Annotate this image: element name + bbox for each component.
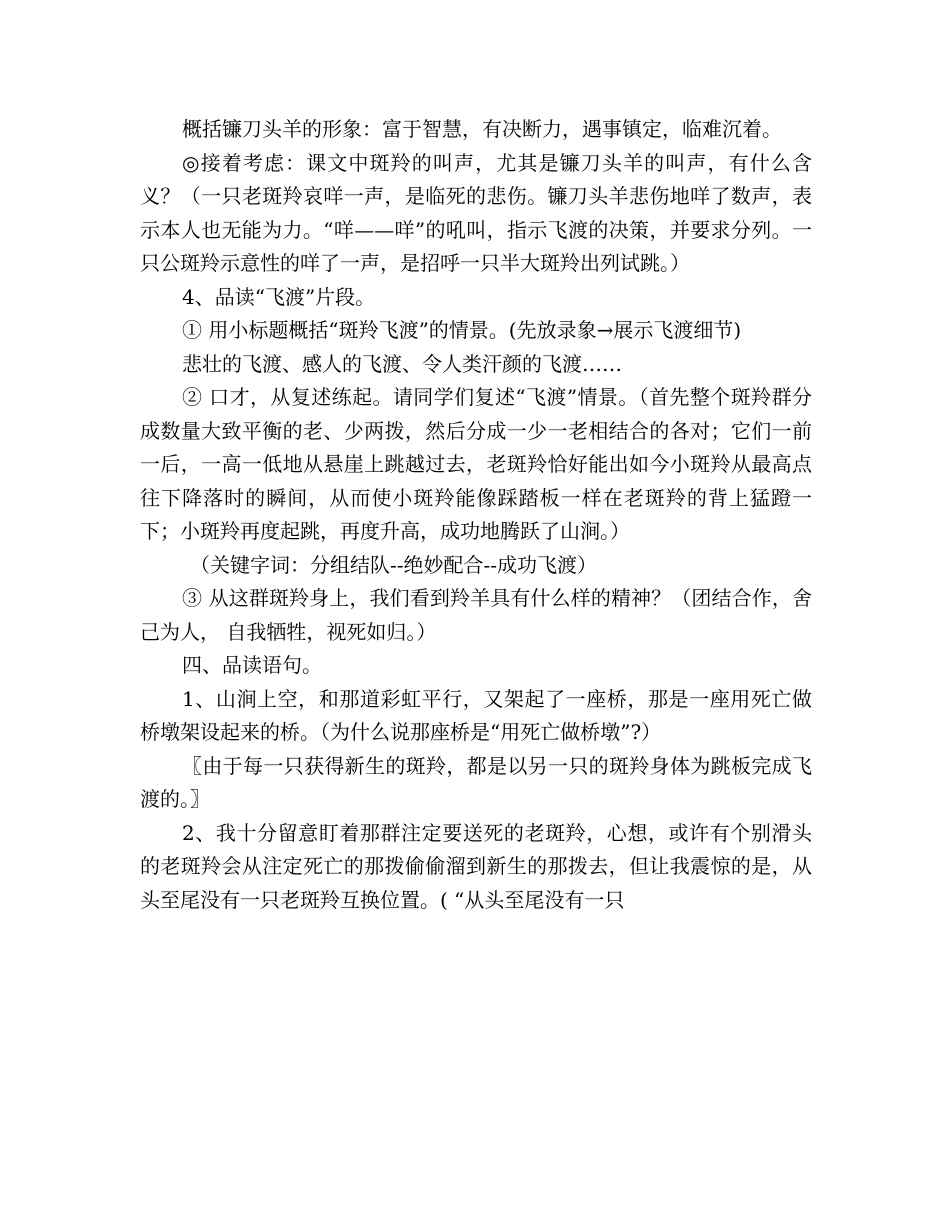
paragraph-section-4: 4、品读“飞渡”片段。 [182, 284, 376, 309]
paragraph-titles: 悲壮的飞渡、感人的飞渡、令人类汗颜的飞渡…… [182, 351, 622, 376]
paragraph-summary: 概括镰刀头羊的形象：富于智慧，有决断力，遇事镇定，临难沉着。 [182, 117, 782, 141]
paragraph-item-1: ① 用小标题概括“斑羚飞渡”的情景。(先放录象→展示飞渡细节) [182, 318, 742, 342]
paragraph-sentence-2: 2、我十分留意盯着那群注定要送死的老斑羚，心想，或许有个别滑头的老斑羚会从注定死亡的那拨偷偷溜到新生的那拨去，但让我震惊的是，从头至尾没有一只老斑羚互换位置。( “从头至尾没有一只 [140, 820, 812, 912]
paragraph-answer-1: 〖由于每一只获得新生的斑羚，都是以另一只的斑羚身体为跳板完成飞渡的。〗 [140, 753, 812, 811]
paragraph-item-3: ③ 从这群斑羚身上，我们看到羚羊具有什么样的精神？（团结合作，舍己为人， 自我牺牲，视死如归。） [140, 586, 812, 644]
document-body [140, 113, 812, 917]
paragraph-item-2: ② 口才，从复述练起。请同学们复述“飞渡”情景。（首先整个斑羚群分成数量大致平衡的老、少两拨，然后分成一少一老相结合的各对；它们一前一后，一高一低地从悬崖上跳越过去，老斑羚恰好能出如今小斑羚从最高点往下降落时的瞬间，从而使小斑羚能像踩踏板一样在老斑羚的背上猛蹬一下；小斑羚再度起跳，再度升高，成功地腾跃了山涧。） [140, 385, 812, 543]
paragraph-question-calls: ◎接着考虑：课文中斑羚的叫声，尤其是镰刀头羊的叫声，有什么含义？（一只老斑羚哀咩一声，是临死的悲伤。镰刀头羊悲伤地咩了数声，表示本人也无能为力。“咩——咩”的吼叫，指示飞渡的决策，并要求分列。一只公斑羚示意性的咩了一声，是招呼一只半大斑羚出列试跳。） [140, 150, 812, 275]
paragraph-keywords: （关键字词：分组结队--绝妙配合--成功飞渡） [190, 552, 598, 577]
heading-section-four: 四、品读语句。 [182, 653, 322, 677]
paragraph-sentence-1: 1、山涧上空，和那道彩虹平行，又架起了一座桥，那是一座用死亡做桥墩架设起来的桥。（为什么说那座桥是“用死亡做桥墩”?） [140, 686, 812, 744]
